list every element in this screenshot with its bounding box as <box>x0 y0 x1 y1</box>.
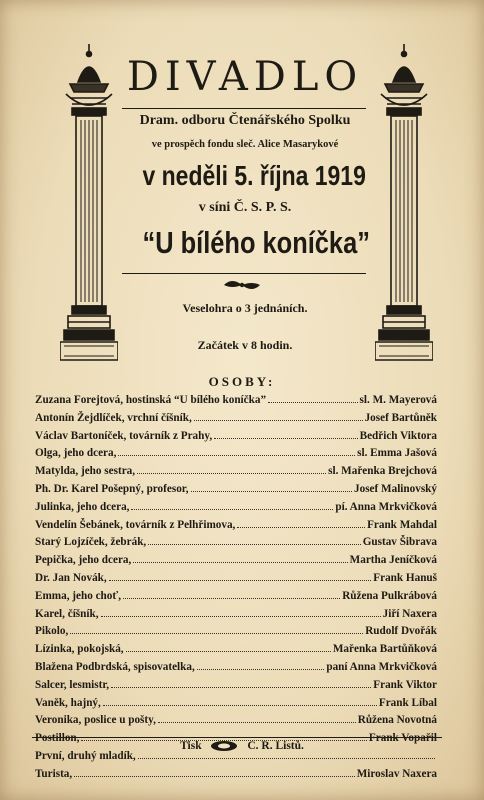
cast-role: Ph. Dr. Karel Pošepný, profesor, <box>35 482 189 495</box>
leader-dots <box>194 411 363 421</box>
cast-row <box>35 500 437 518</box>
cast-row <box>35 589 437 607</box>
cast-role: Blažena Podbrdská, spisovatelka, <box>35 660 195 673</box>
leader-dots <box>101 607 381 617</box>
leader-dots <box>158 713 356 723</box>
cast-role: Vendelín Šebánek, továrník z Pelhřimova, <box>35 518 236 531</box>
cast-role: Olga, jeho dcera, <box>35 447 117 460</box>
leader-dots <box>74 767 355 777</box>
cast-role: Dr. Jan Novák, <box>35 571 107 584</box>
cast-row <box>35 767 437 785</box>
cast-role: První, druhý mladík, <box>35 749 136 762</box>
cast-actor: Frank Vopařil <box>368 732 437 745</box>
genre-line: Veselohra o 3 jednáních. <box>182 301 308 315</box>
cast-actor: Mařenka Bartůňková <box>332 643 437 656</box>
leader-dots <box>126 642 331 652</box>
cast-actor: Frank Viktor <box>373 678 437 691</box>
cast-row <box>35 678 437 696</box>
cast-actor: sl. M. Mayerová <box>359 394 437 406</box>
cast-role: Antonín Žejdlíček, vrchní číšník, <box>35 411 192 424</box>
cast-row <box>35 696 437 714</box>
cast-actor: Frank Líbal <box>378 696 437 709</box>
cast-actor: Martha Jeníčková <box>349 554 437 567</box>
cast-actor: Frank Mahdal <box>367 518 437 531</box>
leader-dots <box>103 696 377 706</box>
leader-dots <box>133 553 347 563</box>
leader-dots <box>118 446 355 456</box>
cast-role: Julinka, jeho dcera, <box>35 500 130 513</box>
printer-line <box>0 740 484 752</box>
cast-role: Emma, jeho choť, <box>35 589 121 602</box>
cast-role: Turista, <box>35 767 73 780</box>
cast-row <box>35 553 437 571</box>
cast-actor: Bedřich Viktora <box>359 429 437 442</box>
printer-mark-icon <box>210 740 238 752</box>
performance-date: v neděli 5. října 1919 <box>142 160 366 191</box>
cast-actor: sl. Mařenka Brejchová <box>328 465 437 478</box>
cast-actor: Jiří Naxera <box>382 607 437 620</box>
cast-row <box>35 660 437 678</box>
leader-dots <box>237 518 365 528</box>
leader-dots <box>137 464 326 474</box>
start-time-line: Začátek v 8 hodin. <box>197 338 293 352</box>
cast-actor: Josef Bartůněk <box>364 411 437 424</box>
cast-actor: Růžena Novotná <box>357 714 437 727</box>
left-column-ornament <box>60 42 118 364</box>
poster-title: DIVADLO <box>126 54 364 100</box>
printer-name: C. R. Listů. <box>247 740 304 752</box>
fleuron-ornament-icon <box>222 277 262 293</box>
leader-dots <box>148 535 360 545</box>
leader-dots <box>70 624 363 634</box>
cast-role: Matylda, jeho sestra, <box>35 465 136 478</box>
cast-row <box>35 482 437 500</box>
venue-line: v síni Č. S. P. S. <box>198 200 292 215</box>
cast-actor: Gustav Šibrava <box>362 536 437 549</box>
cast-actor: Rudolf Dvořák <box>365 625 437 638</box>
cast-row <box>35 624 437 642</box>
cast-actor: Josef Malinovský <box>354 482 437 495</box>
cast-actor: sl. Emma Jašová <box>357 447 437 460</box>
leader-dots <box>123 589 340 599</box>
cast-actor: Frank Hanuš <box>373 571 437 584</box>
cast-role: Vaněk, hajný, <box>35 696 101 709</box>
cast-role: Lízinka, pokojská, <box>35 643 124 656</box>
cast-role: Pepička, jeho dcera, <box>35 554 132 567</box>
cast-row <box>35 446 437 464</box>
cast-role: Pikolo, <box>35 625 69 638</box>
cast-role: Veronika, poslice u pošty, <box>35 714 156 727</box>
play-title: “U bílého koníčka” <box>142 225 370 260</box>
cast-row <box>35 607 437 625</box>
footer-rule <box>32 737 442 738</box>
right-column-ornament <box>375 42 433 364</box>
cast-heading: OSOBY: <box>208 374 276 389</box>
leader-dots <box>111 678 371 688</box>
cast-actor: Růžena Pulkrábová <box>342 589 437 602</box>
cast-role: Zuzana Forejtová, hostinská “U bílého koníčka” <box>35 394 267 406</box>
leader-dots <box>268 393 357 403</box>
leader-dots <box>191 482 352 492</box>
cast-row <box>35 518 437 536</box>
cast-role: Václav Bartoníček, továrník z Prahy, <box>35 429 213 442</box>
cast-row <box>35 411 437 429</box>
leader-dots <box>109 571 372 581</box>
cast-row <box>35 713 437 731</box>
cast-actor: paní Anna Mrkvičková <box>326 660 437 673</box>
benefit-line: ve prospěch fondu sleč. Alice Masarykové <box>151 139 339 150</box>
organizer-line: Dram. odboru Čtenářského Spolku <box>139 113 351 128</box>
cast-row <box>35 535 437 553</box>
leader-dots <box>131 500 333 510</box>
cast-role: Karel, číšník, <box>35 607 99 620</box>
cast-role: Salcer, lesmistr, <box>35 678 110 691</box>
cast-row <box>35 393 437 411</box>
play-rule <box>122 273 366 274</box>
cast-row <box>35 429 437 447</box>
cast-list <box>35 393 437 785</box>
cast-role: Postillon, <box>35 732 80 745</box>
title-rule <box>122 108 366 109</box>
printer-label: Tisk <box>180 740 202 752</box>
cast-row <box>35 642 437 660</box>
cast-row <box>35 464 437 482</box>
leader-dots <box>197 660 325 670</box>
cast-row <box>35 571 437 589</box>
cast-actor: pí. Anna Mrkvičková <box>335 500 437 513</box>
cast-actor: Miroslav Naxera <box>356 767 437 780</box>
cast-role: Starý Lojzíček, žebrák, <box>35 536 147 549</box>
leader-dots <box>214 429 357 439</box>
